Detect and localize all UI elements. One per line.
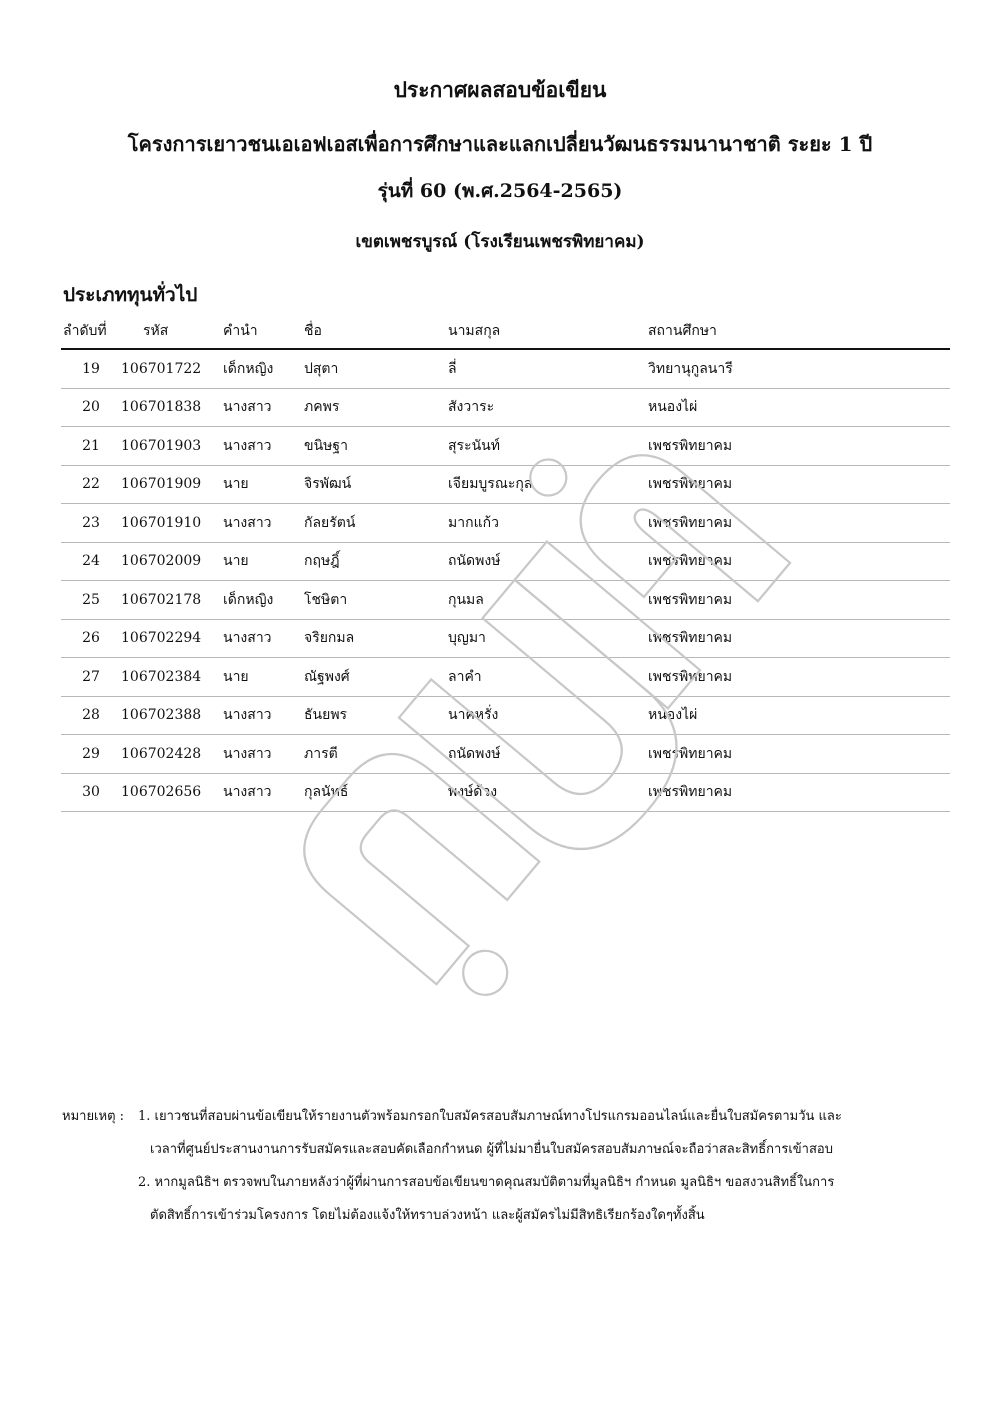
cell-prefix: เด็กหญิง	[223, 349, 304, 388]
cell-order: 20	[61, 388, 121, 427]
cell-code: 106702384	[121, 658, 223, 697]
cell-prefix: นางสาว	[223, 504, 304, 543]
note-2-text: 2. หากมูลนิธิฯ ตรวจพบในภายหลังว่าผู้ที่ผ่านการสอบข้อเขียนขาดคุณสมบัติตามที่มูลนิธิฯ กำหนด มูลนิธิฯ ขอสงวนสิทธิ์ในการ	[138, 1175, 835, 1190]
cell-order: 27	[61, 658, 121, 697]
cell-first-name: กฤษฎิ์	[304, 542, 448, 581]
cohort-title: รุ่นที่ 60 (พ.ศ.2564-2565)	[377, 180, 623, 202]
table-row	[61, 581, 950, 620]
table-row	[61, 542, 950, 581]
cell-first-name: กุลนัทธ์	[304, 773, 448, 812]
cell-last-name: ถนัดพงษ์	[448, 735, 648, 774]
cell-school: เพชรพิทยาคม	[648, 619, 950, 658]
note-item-2-line-2	[62, 1199, 962, 1232]
cell-code: 106701838	[121, 388, 223, 427]
note-item-1-line-1	[62, 1100, 962, 1133]
cell-last-name: สุระนันท์	[448, 427, 648, 466]
cell-school: เพชรพิทยาคม	[648, 735, 950, 774]
cell-school: เพชรพิทยาคม	[648, 427, 950, 466]
table-row	[61, 427, 950, 466]
cell-prefix: นางสาว	[223, 735, 304, 774]
cell-school: เพชรพิทยาคม	[648, 504, 950, 543]
cell-first-name: กัลยรัตน์	[304, 504, 448, 543]
cell-first-name: ณัฐพงศ์	[304, 658, 448, 697]
column-header-order: ลำดับที่	[61, 314, 121, 349]
cell-prefix: นางสาว	[223, 619, 304, 658]
cell-last-name: นาคหรั่ง	[448, 696, 648, 735]
cell-code: 106702294	[121, 619, 223, 658]
notes-section	[62, 1100, 962, 1232]
cell-school: เพชรพิทยาคม	[648, 658, 950, 697]
cell-prefix: นาย	[223, 542, 304, 581]
cell-code: 106702178	[121, 581, 223, 620]
cell-last-name: ลาคำ	[448, 658, 648, 697]
cell-first-name: โชษิตา	[304, 581, 448, 620]
cell-code: 106701910	[121, 504, 223, 543]
cell-order: 24	[61, 542, 121, 581]
cell-prefix: นาย	[223, 658, 304, 697]
cell-last-name: เจียมบูรณะกุล	[448, 465, 648, 504]
cell-first-name: จริยกมล	[304, 619, 448, 658]
cell-order: 28	[61, 696, 121, 735]
table-row	[61, 465, 950, 504]
note-item-1-line-2	[62, 1133, 962, 1166]
cell-last-name: ถนัดพงษ์	[448, 542, 648, 581]
cell-prefix: นางสาว	[223, 773, 304, 812]
cell-order: 30	[61, 773, 121, 812]
cell-last-name: กุนมล	[448, 581, 648, 620]
table-row	[61, 504, 950, 543]
cell-prefix: นางสาว	[223, 388, 304, 427]
cell-order: 22	[61, 465, 121, 504]
cell-code: 106702656	[121, 773, 223, 812]
cell-code: 106702388	[121, 696, 223, 735]
cell-first-name: ปสุตา	[304, 349, 448, 388]
cell-first-name: ภารตี	[304, 735, 448, 774]
table-row	[61, 619, 950, 658]
cell-code: 106701722	[121, 349, 223, 388]
program-title: โครงการเยาวชนเอเอฟเอสเพื่อการศึกษาและแลกเปลี่ยนวัฒนธรรมนานาชาติ ระยะ 1 ปี	[127, 132, 873, 156]
cell-order: 29	[61, 735, 121, 774]
column-header-first-name: ชื่อ	[304, 314, 448, 349]
note-1-text: 1. เยาวชนที่สอบผ่านข้อเขียนให้รายงานตัวพร้อมกรอกใบสมัครสอบสัมภาษณ์ทางโปรแกรมออนไลน์และยื่นใบสมัครตามวัน และ	[138, 1109, 842, 1124]
column-header-school: สถานศึกษา	[648, 314, 950, 349]
cell-prefix: นาย	[223, 465, 304, 504]
cell-school: เพชรพิทยาคม	[648, 465, 950, 504]
cell-last-name: บุญมา	[448, 619, 648, 658]
cell-order: 26	[61, 619, 121, 658]
cell-prefix: นางสาว	[223, 696, 304, 735]
cell-first-name: ธันยพร	[304, 696, 448, 735]
table-row	[61, 735, 950, 774]
cell-school: วิทยานุกูลนารี	[648, 349, 950, 388]
note-2-text-continued: ตัดสิทธิ์การเข้าร่วมโครงการ โดยไม่ต้องแจ้งให้ทราบล่วงหน้า และผู้สมัครไม่มีสิทธิเรียกร้องใดๆทั้งสิ้น	[150, 1208, 705, 1223]
cell-school: เพชรพิทยาคม	[648, 773, 950, 812]
section-title: ประเภททุนทั่วไป	[63, 284, 198, 306]
cell-last-name: ลี่	[448, 349, 648, 388]
notes-label: หมายเหตุ :	[62, 1109, 125, 1124]
cell-first-name: ขนิษฐา	[304, 427, 448, 466]
note-1-text-continued: เวลาที่ศูนย์ประสานงานการรับสมัครและสอบคัดเลือกกำหนด ผู้ที่ไม่มายื่นใบสมัครสอบสัมภาษณ์จะถือว่าสละสิทธิ์การเข้าสอบ	[150, 1142, 833, 1157]
cell-prefix: นางสาว	[223, 427, 304, 466]
cell-last-name: มากแก้ว	[448, 504, 648, 543]
region-title: เขตเพชรบูรณ์ (โรงเรียนเพชรพิทยาคม)	[355, 232, 645, 252]
cell-code: 106701903	[121, 427, 223, 466]
cell-school: เพชรพิทยาคม	[648, 542, 950, 581]
cell-first-name: จิรพัฒน์	[304, 465, 448, 504]
table-row	[61, 349, 950, 388]
cell-last-name: พงษ์ด้วง	[448, 773, 648, 812]
page-title: ประกาศผลสอบข้อเขียน	[393, 77, 607, 102]
column-header-last-name: นามสกุล	[448, 314, 648, 349]
cell-order: 19	[61, 349, 121, 388]
table-row	[61, 696, 950, 735]
note-item-2-line-1	[62, 1166, 962, 1199]
column-header-prefix: คำนำ	[223, 314, 304, 349]
results-table	[61, 314, 950, 812]
table-header-row	[61, 314, 950, 349]
table-row	[61, 388, 950, 427]
cell-school: เพชรพิทยาคม	[648, 581, 950, 620]
table-row	[61, 658, 950, 697]
cell-order: 25	[61, 581, 121, 620]
cell-last-name: สังวาระ	[448, 388, 648, 427]
cell-order: 21	[61, 427, 121, 466]
column-header-code: รหัส	[121, 314, 223, 349]
cell-school: หนองไผ่	[648, 388, 950, 427]
cell-school: หนองไผ่	[648, 696, 950, 735]
cell-prefix: เด็กหญิง	[223, 581, 304, 620]
cell-code: 106701909	[121, 465, 223, 504]
cell-code: 106702009	[121, 542, 223, 581]
cell-code: 106702428	[121, 735, 223, 774]
table-row	[61, 773, 950, 812]
cell-order: 23	[61, 504, 121, 543]
cell-first-name: ภคพร	[304, 388, 448, 427]
